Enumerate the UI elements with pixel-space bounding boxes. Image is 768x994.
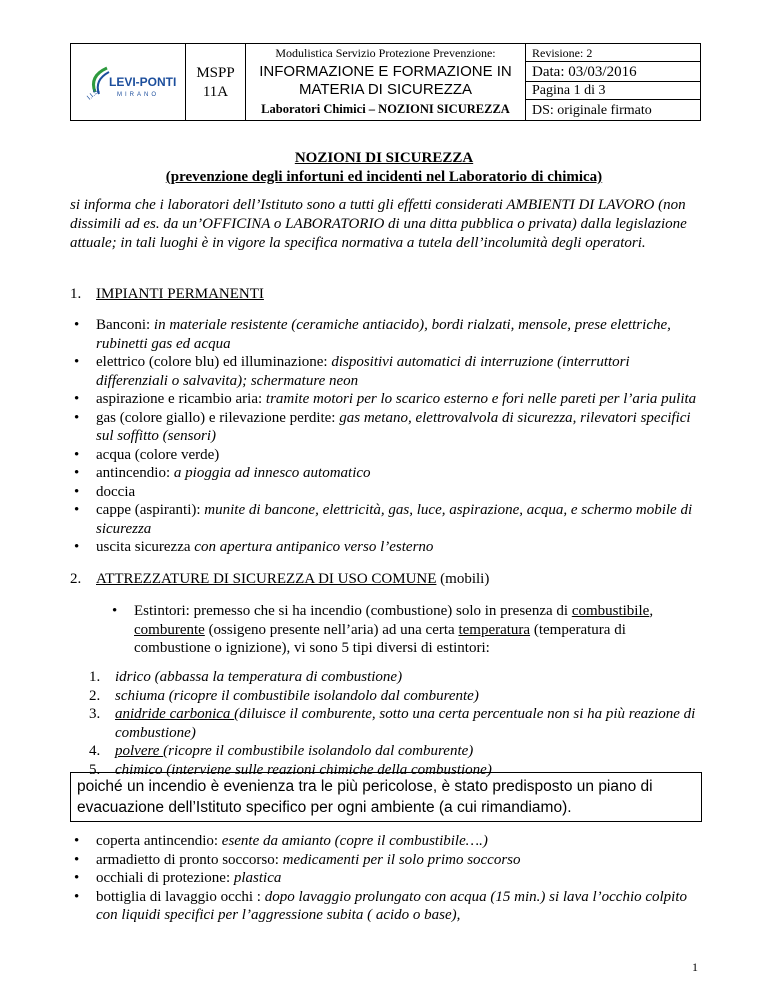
item-underlined: polvere — [115, 743, 164, 759]
item-number: 4. — [89, 743, 101, 759]
list-item — [70, 869, 702, 888]
section-label: ATTREZZATURE DI SICUREZZA DI USO COMUNE — [96, 571, 437, 587]
list-item — [70, 446, 702, 465]
item-text: idrico (abbassa la temperatura di combustione) — [115, 669, 403, 685]
header-meta-cell — [526, 44, 700, 120]
logo-subtext: MIRANO — [117, 92, 159, 98]
section-2-heading — [70, 570, 489, 589]
evacuation-notice-box: poiché un incendio è evenienza tra le più pericolose, è stato predisposto un piano di evacuazione dell’Istituto specifico per ogni ambiente (a cui rimandiamo). — [70, 772, 702, 822]
document-code: MSPP 11A — [186, 44, 246, 120]
extinguisher-type — [89, 742, 701, 761]
item-name: doccia — [96, 483, 136, 500]
logo-text: LEVI-PONTI — [109, 75, 176, 89]
logo-prefix: I.I.S. — [86, 87, 102, 102]
item-name: gas (colore giallo) e rilevazione perdite: — [96, 409, 340, 426]
extinguisher-type — [89, 705, 701, 742]
item-description: dopo lavaggio prolungato con acqua (15 min.) si lava l’occhio colpito con liquidi specifici per l’aggressione subita ( acido o base), — [96, 888, 688, 923]
item-description: esente da amianto (copre il combustibile….) — [221, 833, 488, 849]
logo-cell — [71, 44, 186, 120]
list-item — [70, 851, 702, 870]
item-description: gas metano, elettrovalvola di sicurezza, rilevatori specifici sul soffitto (sensori) — [96, 409, 691, 444]
item-text: chimico (interviene sulle reazioni chimiche della combustione) — [115, 761, 492, 778]
item-name: acqua (colore verde) — [96, 446, 220, 463]
estintori-item: • Estintori: premesso che si ha incendio (combustione) solo in presenza di combustibile, comburente (ossigeno presente nell’aria) ad una certa temperatura (temperatura di combustione o ignizione), vi sono 5 tipi diversi di estintori: — [108, 602, 702, 658]
extinguisher-type — [89, 668, 701, 687]
list-item — [70, 353, 702, 390]
item-description: dispositivi automatici di interruzione (interruttori differenziali o salvavita); schermature neon — [96, 354, 630, 389]
modulistica-label: Modulistica Servizio Protezione Prevenzione: — [275, 46, 496, 60]
page-number: 1 — [692, 960, 698, 974]
dispositivi-list — [70, 832, 702, 925]
item-description: medicamenti per il solo primo soccorso — [282, 851, 521, 868]
estintori-types-list — [89, 668, 701, 779]
item-description: plastica — [233, 870, 282, 886]
item-description: tramite motori per lo scarico esterno e fori nelle pareti per l’aria pulita — [265, 391, 697, 407]
revision: Revisione: 2 — [526, 44, 700, 62]
list-item — [70, 316, 702, 353]
header-subtitle: Laboratori Chimici – NOZIONI SICUREZZA — [261, 102, 510, 116]
list-item — [70, 409, 702, 446]
item-name: armadietto di pronto soccorso: — [96, 851, 283, 868]
item-name: uscita sicurezza — [96, 539, 195, 555]
item-number: 1. — [89, 669, 101, 685]
list-item — [70, 501, 702, 538]
estintori-list — [108, 602, 702, 658]
list-item — [70, 464, 702, 483]
impianti-list — [70, 316, 702, 557]
list-item — [70, 538, 702, 557]
school-logo — [81, 58, 176, 106]
item-name: coperta antincendio: — [96, 833, 222, 849]
item-name: aspirazione e ricambio aria: — [96, 391, 266, 407]
header-title-cell — [246, 44, 526, 120]
section-number: 2. — [70, 571, 82, 587]
item-number: 5. — [89, 761, 101, 778]
date: Data: 03/03/2016 — [526, 62, 700, 82]
section-label-tail: (mobili) — [436, 571, 490, 587]
item-name: cappe (aspiranti): — [96, 502, 205, 518]
list-item — [70, 483, 702, 502]
item-text: schiuma (ricopre il combustibile isolandolo dal comburente) — [115, 687, 479, 704]
list-item — [70, 832, 702, 851]
item-description: a pioggia ad innesco automatico — [173, 465, 371, 481]
item-description: con apertura antipanico verso l’esterno — [194, 539, 434, 555]
document-subtitle: (prevenzione degli infortuni ed incidenti nel Laboratorio di chimica) — [165, 169, 603, 185]
item-underlined: anidride carbonica — [115, 706, 235, 722]
intro-paragraph: si informa che i laboratori dell’Istituto sono a tutti gli effetti considerati AMBIENTI DI LAVORO (non dissimili ad es. da un’OFFICINA o LABORATORIO di una ditta pubblica o privata) dalla legislazione attuale; in tali luoghi è in vigore la specifica normativa a tutela dell’incolumità degli operatori. — [70, 197, 687, 251]
page-indicator: Pagina 1 di 3 — [526, 82, 700, 100]
item-name: occhiali di protezione: — [96, 870, 234, 886]
item-description: in materiale resistente (ceramiche antiacido), bordi rialzati, mensole, prese elettriche, rubinetti gas ed acqua — [96, 317, 671, 352]
document-title: NOZIONI DI SICUREZZA — [294, 150, 474, 166]
item-number: 3. — [89, 706, 101, 722]
item-name: bottiglia di lavaggio occhi : — [96, 888, 265, 905]
list-item — [70, 390, 702, 409]
extinguisher-type — [89, 687, 701, 706]
document-header — [70, 43, 701, 121]
header-main-title: INFORMAZIONE E FORMAZIONE IN MATERIA DI SICUREZZA — [259, 63, 512, 98]
item-name: elettrico (colore blu) ed illuminazione: — [96, 354, 332, 370]
section-label: IMPIANTI PERMANENTI — [96, 286, 264, 302]
item-description: munite di bancone, elettricità, gas, luce, aspirazione, acqua, e schermo mobile di sicurezza — [96, 502, 693, 537]
item-name: Banconi: — [96, 317, 154, 333]
section-1-heading — [70, 285, 264, 304]
section-number: 1. — [70, 286, 82, 302]
item-text: (ricopre il combustibile isolandolo dal comburente) — [163, 743, 474, 759]
item-text: (diluisce il comburente, sotto una certa percentuale non si ha più reazione di combustione) — [115, 706, 696, 741]
item-number: 2. — [89, 687, 101, 704]
item-name: antincendio: — [96, 465, 174, 481]
list-item — [70, 888, 702, 925]
ds-signature: DS: originale firmato — [532, 103, 652, 118]
